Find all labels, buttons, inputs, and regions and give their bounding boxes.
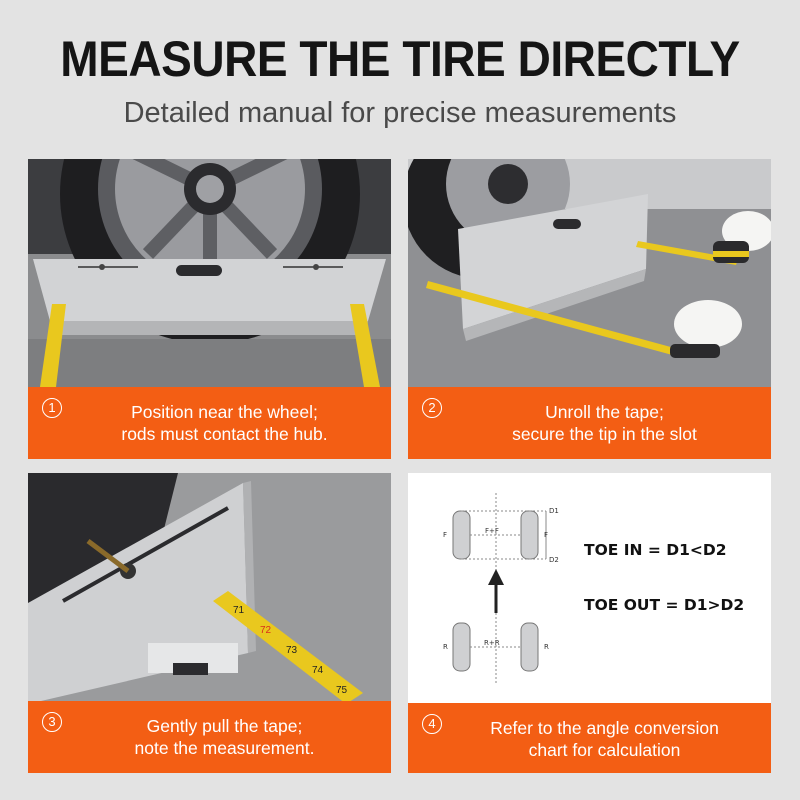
step-number-badge: 3 (42, 712, 62, 732)
step-caption-line: Position near the wheel; (131, 402, 318, 422)
step-caption (448, 401, 761, 445)
label-d2: D2 (549, 556, 559, 564)
step-caption-line: Unroll the tape; (545, 402, 664, 422)
tape-mark-72: 72 (260, 625, 272, 636)
glove-hand (674, 300, 742, 348)
step-panel-2 (408, 159, 771, 459)
step-caption-line: chart for calculation (528, 740, 681, 760)
tape-mark-74: 74 (312, 665, 324, 676)
photo-unroll-tape (408, 159, 771, 387)
step-caption-bar (408, 387, 771, 459)
tape-mark-71: 71 (233, 605, 245, 616)
step-number-badge: 2 (422, 398, 442, 418)
label-r-right: R (544, 643, 549, 651)
toe-in-formula: TOE IN = D1<D2 (584, 541, 727, 559)
step-panel-4 (408, 473, 771, 773)
label-rear-span: R+R (484, 639, 500, 647)
tape-mark-73: 73 (286, 645, 298, 656)
step-caption-line: note the measurement. (134, 738, 315, 758)
front-left-wheel (453, 511, 470, 559)
step-panel-1 (28, 159, 391, 459)
step-caption-bar (408, 703, 771, 773)
toe-alignment-diagram (408, 473, 771, 703)
step-caption-bar (28, 387, 391, 459)
step-caption-line: Gently pull the tape; (146, 716, 303, 736)
label-f-left: F (443, 531, 448, 539)
step-number-badge: 1 (42, 398, 62, 418)
step-caption-line: rods must contact the hub. (121, 424, 328, 444)
step-caption (448, 717, 761, 761)
tape-mark-75: 75 (336, 685, 348, 696)
step-caption-bar (28, 701, 391, 773)
label-d1: D1 (549, 507, 559, 515)
plate-handle-slot (176, 265, 222, 276)
label-front-span: F+F (485, 527, 499, 535)
photo-pull-tape (28, 473, 391, 704)
photo-wheel-plate-position (28, 159, 391, 387)
toe-out-formula: TOE OUT = D1>D2 (584, 596, 745, 614)
label-f-right: F (544, 531, 549, 539)
step-caption-line: secure the tip in the slot (512, 424, 697, 444)
rear-right-wheel (521, 623, 538, 671)
step-caption-line: Refer to the angle conversion (490, 718, 719, 738)
plate-handle-slot (553, 219, 581, 229)
step-panel-3 (28, 473, 391, 773)
label-r-left: R (443, 643, 448, 651)
rear-left-wheel (453, 623, 470, 671)
step-caption (68, 715, 381, 759)
step-caption (68, 401, 381, 445)
page-headline: MEASURE THE TIRE DIRECTLY (60, 31, 740, 87)
step-number-badge: 4 (422, 714, 442, 734)
page-subheadline: Detailed manual for precise measurements (123, 97, 677, 129)
front-right-wheel (521, 511, 538, 559)
